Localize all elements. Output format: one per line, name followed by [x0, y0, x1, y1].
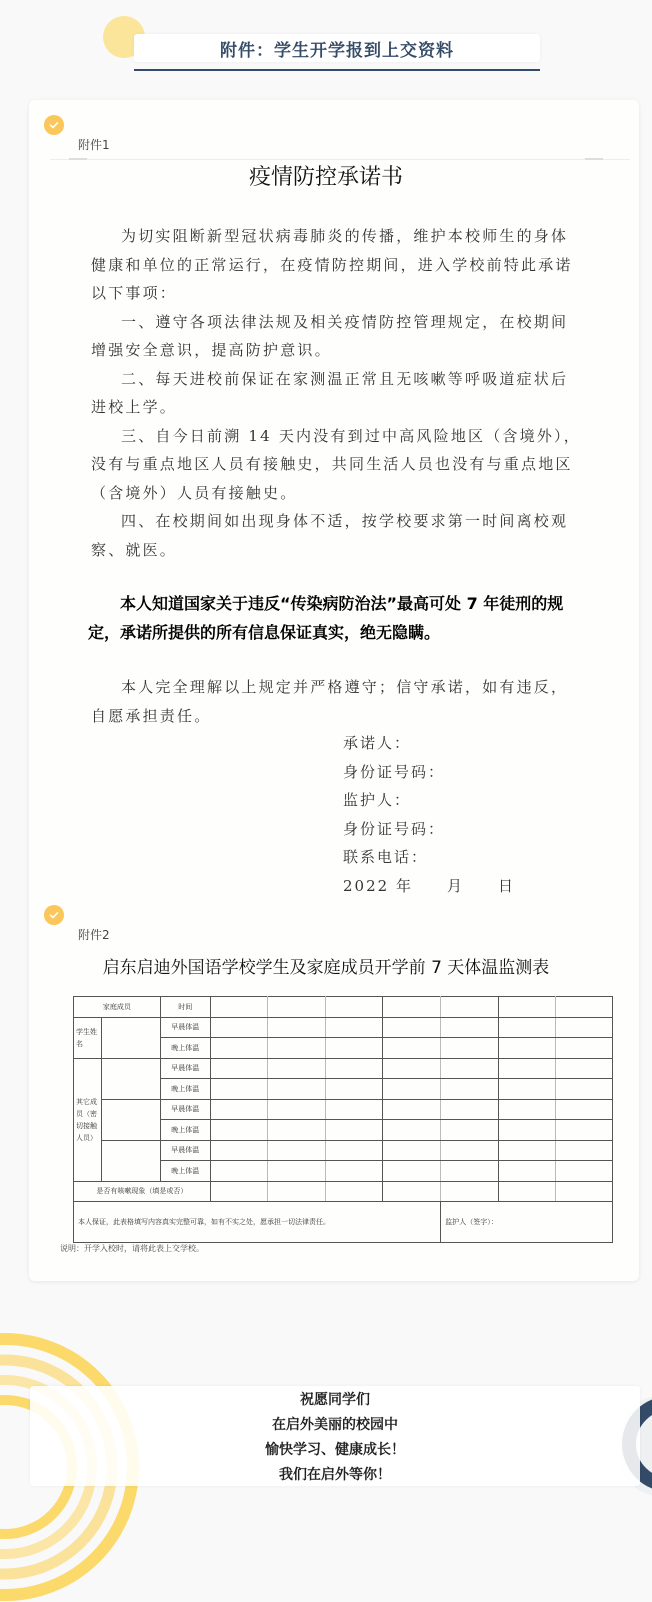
message-line: 祝愿同学们: [300, 1392, 370, 1408]
title-underline: [134, 69, 540, 71]
table-cell[interactable]: [441, 1181, 499, 1202]
temperature-table-title: 启东启迪外国语学校学生及家庭成员开学前 7 天体温监测表: [102, 958, 550, 978]
morning-label: 早晨体温: [160, 1017, 210, 1038]
table-cell[interactable]: [325, 1079, 383, 1100]
table-cell[interactable]: [383, 1038, 441, 1059]
table-cell[interactable]: [499, 1161, 556, 1182]
table-cell[interactable]: [383, 1079, 441, 1100]
table-cell[interactable]: [556, 1017, 613, 1038]
table-cell[interactable]: [267, 1161, 325, 1182]
page-title: 附件：学生开学报到上交资料: [134, 34, 540, 62]
table-cell[interactable]: [441, 1079, 499, 1100]
table-cell[interactable]: [499, 997, 556, 1018]
table-cell[interactable]: [556, 1038, 613, 1059]
table-cell[interactable]: [556, 1120, 613, 1141]
table-cell[interactable]: [441, 1120, 499, 1141]
evening-label: 晚上体温: [160, 1079, 210, 1100]
signature-line: 身份证号码：: [343, 819, 446, 838]
table-cell[interactable]: [325, 1140, 383, 1161]
bold-statement-text: 本人知道国家关于违反“传染病防治法”最高可处 7 年徒刑的规定，承诺所提供的所有信息保证真实，绝无隐瞒。: [88, 594, 564, 642]
table-cell[interactable]: [210, 1038, 267, 1059]
paragraph: 三、自今日前溯 14 天内没有到过中高风险地区（含境外），没有与重点地区人员有接触史，共同生活人员也没有与重点地区（含境外）人员有接触史。: [91, 426, 581, 502]
table-cell[interactable]: [210, 1120, 267, 1141]
table-cell[interactable]: [441, 1038, 499, 1059]
check-circle-icon: [44, 905, 64, 925]
header-member: 家庭成员: [74, 997, 161, 1018]
commitment-body: [91, 222, 581, 564]
table-cell[interactable]: [267, 1079, 325, 1100]
table-cell[interactable]: [499, 1058, 556, 1079]
table-cell[interactable]: [556, 1140, 613, 1161]
paragraph: 为切实阻断新型冠状病毒肺炎的传播，维护本校师生的身体健康和单位的正常运行，在疫情防控期间，进入学校前特此承诺以下事项：: [91, 227, 573, 302]
table-cell[interactable]: [383, 997, 441, 1018]
table-cell[interactable]: [210, 1181, 267, 1202]
table-cell[interactable]: [499, 1079, 556, 1100]
table-cell[interactable]: [556, 997, 613, 1018]
table-cell[interactable]: [441, 1017, 499, 1038]
table-cell[interactable]: [383, 1058, 441, 1079]
temperature-table: [73, 996, 613, 1243]
attachment1-label: 附件1: [78, 138, 110, 152]
table-cell[interactable]: [210, 1099, 267, 1120]
table-cell[interactable]: [267, 1099, 325, 1120]
check-circle-icon: [44, 115, 64, 135]
table-cell[interactable]: [325, 1099, 383, 1120]
table-cell[interactable]: [441, 1140, 499, 1161]
table-cell[interactable]: [267, 1038, 325, 1059]
table-cell[interactable]: [210, 997, 267, 1018]
bold-statement: [88, 589, 588, 647]
table-cell[interactable]: [441, 997, 499, 1018]
table-note: 说明：开学入校时，请将此表上交学校。: [60, 1244, 204, 1253]
table-cell[interactable]: [267, 1181, 325, 1202]
table-cell[interactable]: [267, 997, 325, 1018]
guardian-signature[interactable]: 监护人（签字）：: [441, 1202, 613, 1243]
table-cell[interactable]: [210, 1017, 267, 1038]
table-row: [74, 1058, 613, 1079]
table-cell[interactable]: [499, 1181, 556, 1202]
table-cell[interactable]: [267, 1017, 325, 1038]
table-cell[interactable]: [325, 1017, 383, 1038]
attachment2-label: 附件2: [78, 928, 110, 942]
table-cell[interactable]: [441, 1161, 499, 1182]
table-cell[interactable]: [556, 1079, 613, 1100]
table-cell[interactable]: [383, 1099, 441, 1120]
evening-label: 晚上体温: [160, 1161, 210, 1182]
table-cell[interactable]: [556, 1058, 613, 1079]
message-line: 愉快学习、健康成长！: [265, 1442, 405, 1458]
closing-text: 本人完全理解以上规定并严格遵守；信守承诺，如有违反，自愿承担责任。: [91, 678, 569, 725]
member-name-cell[interactable]: [101, 1058, 160, 1099]
evening-label: 晚上体温: [160, 1038, 210, 1059]
signature-line: 联系电话：: [343, 848, 429, 866]
table-cell[interactable]: [267, 1058, 325, 1079]
closing-message: [30, 1386, 640, 1486]
table-cell[interactable]: [267, 1120, 325, 1141]
table-cell[interactable]: [210, 1161, 267, 1182]
cough-row: [74, 1181, 613, 1202]
table-cell[interactable]: [556, 1181, 613, 1202]
table-cell[interactable]: [383, 1017, 441, 1038]
student-name-label: 学生姓名: [74, 1017, 102, 1058]
table-cell[interactable]: [383, 1181, 441, 1202]
member-name-cell[interactable]: [101, 1140, 160, 1181]
table-cell[interactable]: [556, 1161, 613, 1182]
table-row: [74, 1017, 613, 1038]
signature-line: 承诺人：: [343, 734, 412, 752]
table-cell[interactable]: [325, 1161, 383, 1182]
message-line: 我们在启外等你！: [279, 1467, 391, 1483]
member-name-cell[interactable]: [101, 1099, 160, 1140]
table-row: [74, 1099, 613, 1120]
header-time: 时间: [160, 997, 210, 1018]
morning-label: 早晨体温: [160, 1058, 210, 1079]
table-cell[interactable]: [499, 1140, 556, 1161]
other-members-label: 其它成员（密切接触人员）: [74, 1058, 102, 1181]
commitment-title: 疫情防控承诺书: [248, 165, 403, 190]
closing-statement: [91, 673, 581, 730]
signature-line: 监护人：: [343, 791, 412, 809]
table-cell[interactable]: [325, 1058, 383, 1079]
table-cell[interactable]: [441, 1058, 499, 1079]
cough-label: 是否有咳嗽现象（填是或否）: [74, 1181, 211, 1202]
table-cell[interactable]: [499, 1017, 556, 1038]
table-cell[interactable]: [441, 1099, 499, 1120]
table-header-row: [74, 997, 613, 1018]
table-cell[interactable]: [267, 1140, 325, 1161]
morning-label: 早晨体温: [160, 1099, 210, 1120]
evening-label: 晚上体温: [160, 1120, 210, 1141]
table-cell[interactable]: [210, 1140, 267, 1161]
table-cell[interactable]: [325, 1181, 383, 1202]
table-cell[interactable]: [499, 1099, 556, 1120]
table-cell[interactable]: [210, 1058, 267, 1079]
table-cell[interactable]: [499, 1038, 556, 1059]
signature-line: 身份证号码：: [343, 762, 446, 781]
table-cell[interactable]: [383, 1161, 441, 1182]
signature-block: [343, 729, 515, 900]
student-name-cell[interactable]: [101, 1017, 160, 1058]
table-cell[interactable]: [210, 1079, 267, 1100]
paragraph: 四、在校期间如出现身体不适，按学校要求第一时间离校观察、就医。: [91, 512, 569, 559]
table-cell[interactable]: [499, 1120, 556, 1141]
date-line: 2022 年 月 日: [343, 876, 515, 895]
pledge-row: [74, 1202, 613, 1243]
table-cell[interactable]: [556, 1099, 613, 1120]
paragraph: 二、每天进校前保证在家测温正常且无咳嗽等呼吸道症状后进校上学。: [91, 369, 569, 416]
morning-label: 早晨体温: [160, 1140, 210, 1161]
table-cell[interactable]: [325, 997, 383, 1018]
paragraph: 一、遵守各项法律法规及相关疫情防控管理规定，在校期间增强安全意识，提高防护意识。: [91, 312, 569, 359]
table-row: [74, 1140, 613, 1161]
table-cell[interactable]: [383, 1140, 441, 1161]
table-cell[interactable]: [325, 1120, 383, 1141]
message-line: 在启外美丽的校园中: [272, 1417, 398, 1433]
pledge-text: 本人保证，此表格填写内容真实完整可靠，如有不实之处，愿承担一切法律责任。: [74, 1202, 441, 1243]
table-cell[interactable]: [383, 1120, 441, 1141]
table-cell[interactable]: [325, 1038, 383, 1059]
